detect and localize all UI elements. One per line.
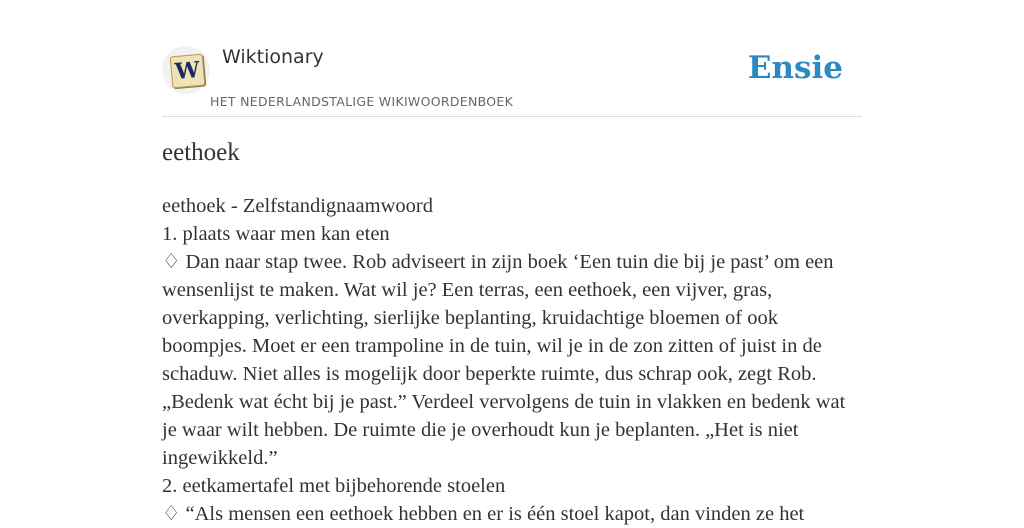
example-1: ♢ Dan naar stap twee. Rob adviseert in zijn boek ‘Een tuin die bij je past’ om een wensenlijst te maken. Wat wil je? Een terras, een eethoek, een vijver, gras, overkapping, verlichting, sierlijke beplanting, kruidachtige bloemen of ook boompjes. Moet er een trampoline in de tuin, wil je in de zon zitten of juist in de schaduw. Niet alles is mogelijk door beperkte ruimte, dus schrap ook, zegt Rob. „Bedenk wat écht bij je past.” Verdeel vervolgens de tuin in vlakken en bedenk wat je waar wilt hebben. De ruimte die je overhoudt kun je beplanten. „Het is niet ingewikkeld.” [162,251,846,469]
page [162,0,862,525]
definition-1: 1. plaats waar men kan eten [162,223,390,245]
site-header [162,0,862,117]
definition-2: 2. eetkamertafel met bijbehorende stoelen [162,475,506,497]
example-2: ♢ “Als mensen een eethoek hebben en er is één stoel kapot, dan vinden ze het [162,503,805,525]
site-tagline: HET NEDERLANDSTALIGE WIKIWOORDENBOEK [210,94,514,109]
wiktionary-logo-icon[interactable] [162,46,210,94]
ensie-brand-logo[interactable]: Ensie [747,50,843,86]
entry-content [162,192,864,528]
page-title: eethoek [162,139,240,166]
site-name[interactable]: Wiktionary [222,46,324,68]
logo-letter: W [170,54,206,89]
entry-heading: eethoek - Zelfstandignaamwoord [162,195,433,217]
